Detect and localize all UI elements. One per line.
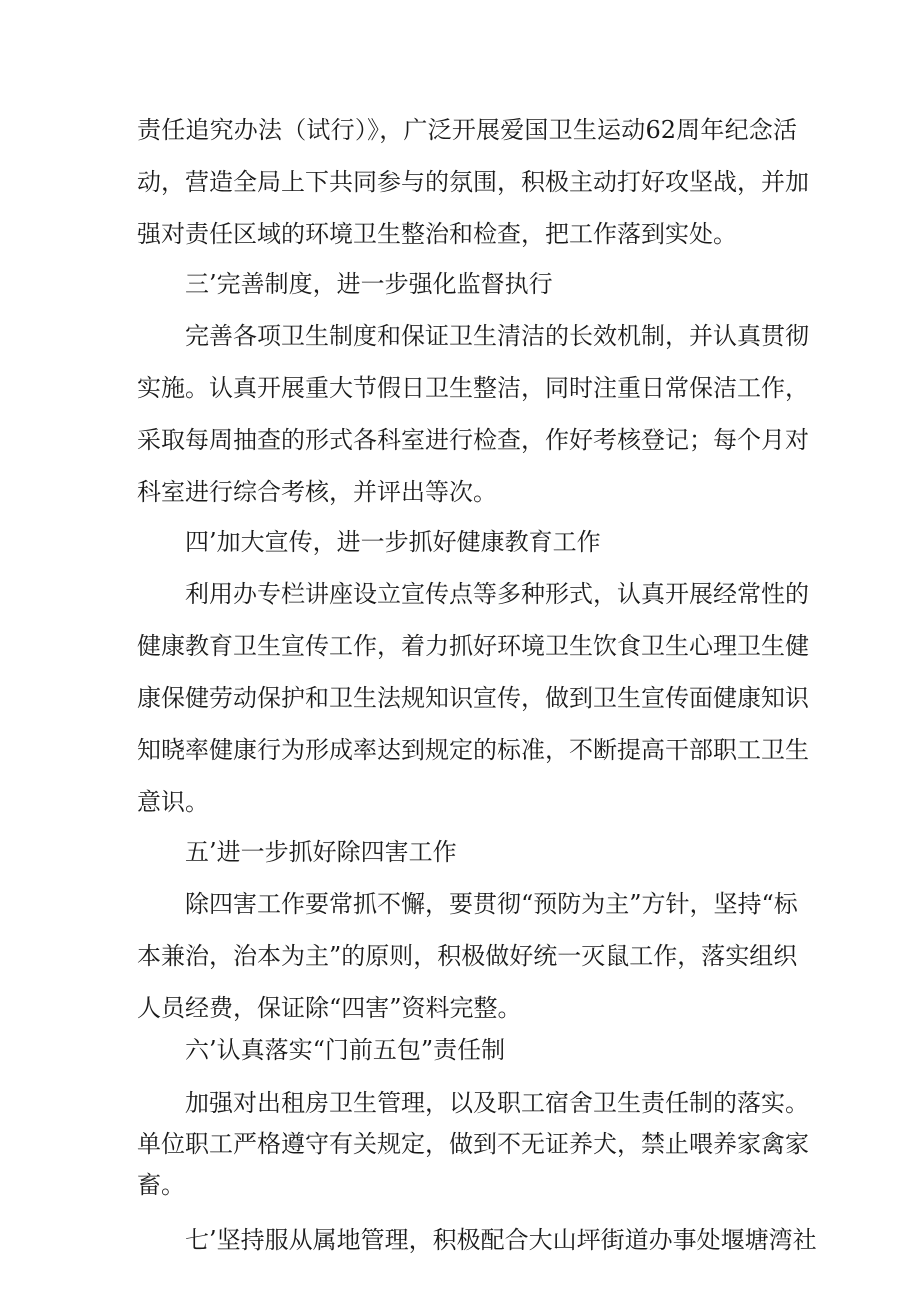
paragraph-line: 本兼治，治本为主”的原则，积极做好统一灭鼠工作，落实组织 [137,942,798,970]
paragraph-line: 利用办专栏讲座设立宣传点等多种形式，认真开展经常性的 [185,580,809,608]
paragraph-line: 责任追究办法（试行）》，广泛开展爱国卫生运动62周年纪念活 [137,116,797,144]
paragraph-line: 完善各项卫生制度和保证卫生清洁的长效机制，并认真贯彻 [185,322,809,350]
paragraph-line: 实施。认真开展重大节假日卫生整洁，同时注重日常保洁工作， [137,374,809,402]
paragraph-line: 除四害工作要常抓不懈，要贯彻“预防为主”方针，坚持“标 [185,890,798,918]
paragraph-line: 单位职工严格遵守有关规定，做到不无证养犬，禁止喂养家禽家 [137,1130,809,1158]
paragraph-line: 动，营造全局上下共同参与的氛围，积极主动打好攻坚战，并加 [137,168,809,196]
paragraph-line: 采取每周抽查的形式各科室进行检查，作好考核登记；每个月对 [137,426,809,454]
paragraph-line: 健康教育卫生宣传工作，着力抓好环境卫生饮食卫生心理卫生健 [137,632,809,660]
paragraph-line: 人员经费，保证除“四害”资料完整。 [137,994,522,1022]
paragraph-line: 知晓率健康行为形成率达到规定的标准，不断提高干部职工卫生 [137,736,809,764]
section-heading-3: 三’完善制度，进一步强化监督执行 [185,270,553,298]
section-heading-4: 四’加大宣传，进一步抓好健康教育工作 [185,528,601,556]
paragraph-line: 科室进行综合考核，并评出等次。 [137,478,497,506]
paragraph-line: 加强对出租房卫生管理，以及职工宿舍卫生责任制的落实。 [185,1089,809,1117]
section-heading-7: 七’坚持服从属地管理，积极配合大山坪街道办事处堰塘湾社 [185,1226,817,1254]
paragraph-line: 康保健劳动保护和卫生法规知识宣传，做到卫生宣传面健康知识 [137,684,809,712]
paragraph-line: 强对责任区域的环境卫生整治和检查，把工作落到实处。 [137,220,737,248]
paragraph-line: 意识。 [137,788,209,816]
section-heading-6: 六’认真落实“门前五包”责任制 [185,1036,506,1064]
section-heading-5: 五’进一步抓好除四害工作 [185,838,457,866]
paragraph-line: 畜。 [137,1171,185,1199]
